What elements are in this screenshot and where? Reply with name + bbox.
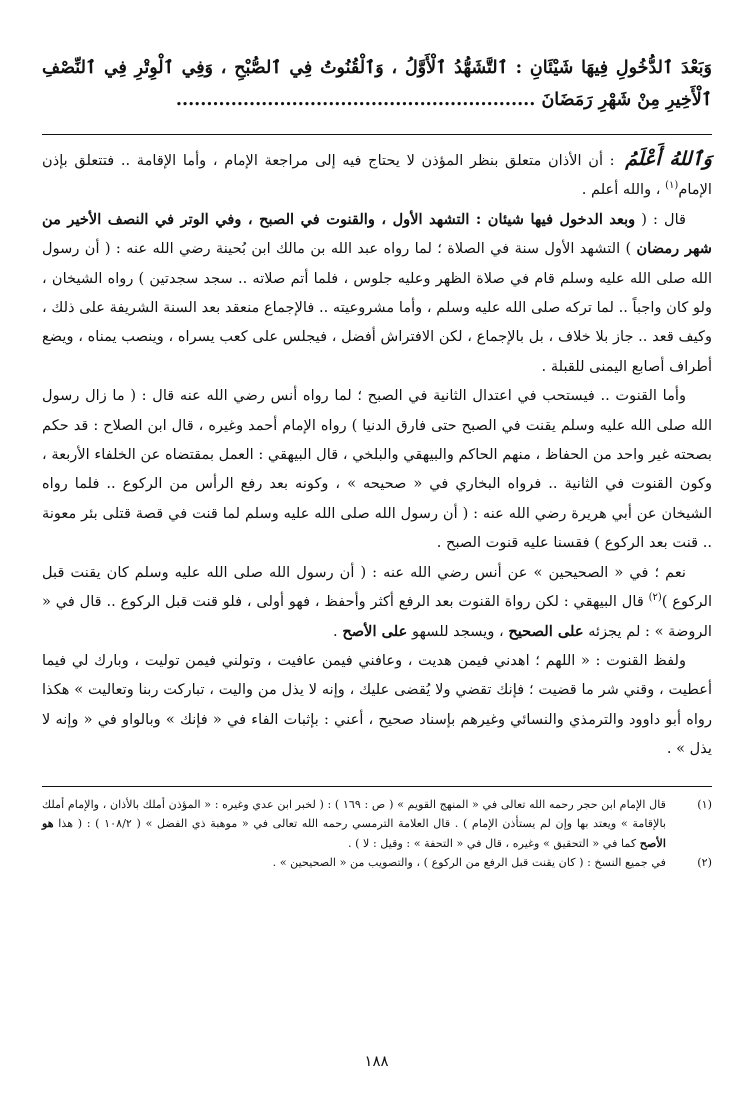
footnotes [42,795,712,873]
paragraph-text: ، والله أعلم . [581,181,661,199]
matn-dots: ........................................................... [175,90,536,110]
paragraph-text: قال : ( [641,210,687,228]
commentary-text [42,145,712,764]
footnote-ref-2: (٢) [648,592,662,604]
bold-term: على الصحيح [508,622,584,640]
footnote-text: قال الإمام ابن حجر رحمه الله تعالى في « المنهج القويم » ( ص : ١٦٩ ) : ( لخبر ابن عدي وغيره : « المؤذن أملك بالأذان ، والإمام أملك بالإقامة » ويعتد بها وإن لم يستأذن الإمام ) . قال العلامة الترمسي رحمه الله تعالى في « موهبة ذي الفضل » ( ١٠٨/٢ ) : ( هذا [42,797,666,831]
paragraph-text: . [333,622,338,640]
commentary-paragraph [42,558,712,646]
quoted-matn: وبعد الدخول فيها شيئان : التشهد الأول ، والقنوت في الصبح ، وفي الوتر في النصف الأخير من شهر رمضان [42,210,713,258]
footnote-ref-1: (١) [665,180,679,192]
commentary-paragraph: وأما القنوت .. فيستحب في اعتدال الثانية في الصبح ؛ لما رواه أنس رضي الله عنه قال : ( ما زال رسول الله صلى الله عليه وسلم يقنت في الصبح حتى فارق الدنيا ) رواه الإمام أحمد وغيره ، قال ابن الصلاح : قد حكم بصحته غير واحد من الحفاظ ، منهم الحاكم والبيهقي والبلخي ، قال البيهقي : العمل بمقتضاه عن الخلفاء الأربعة ، وكون القنوت في الثانية .. فرواه البخاري في « صحيحه » ، وكونه بعد رفع الرأس من الركوع .. فلما رواه الشيخان عن أبي هريرة رضي الله عنه : ( أن رسول الله صلى الله عليه وسلم لما قنت في قصة قتلى بئر معونة .. قنت بعد الركوع ) فقسنا عليه قنوت الصبح . [42,387,712,552]
paragraph-text: ، ويسجد للسهو [411,622,504,640]
footnote-text: كما في « التحقيق » وغيره ، قال في « التحفة » : وقيل : لا ) . [347,836,637,850]
matn-line-2: شَهْرِ رَمَضَانَ [541,90,632,110]
matn-text [42,52,712,116]
paragraph-text: قال البيهقي : لكن رواة القنوت بعد الرفع أكثر وأحفظ ، فهو أولى ، فلو قنت قبل الركوع .. قال في « الروضة » : لم يجزئه [42,593,712,640]
page-number: ١٨٨ [364,1052,389,1070]
footnote-text: في جميع النسخ : ( كان يقنت قبل الرفع من الركوع ) ، والتصويب من « الصحيحين » . [272,856,666,870]
footnote-number: (٢) [697,856,712,870]
footnote-bold: هو الأصح [42,816,666,850]
paragraph-text: ) التشهد الأول سنة في الصلاة ؛ لما رواه عبد الله بن مالك ابن بُحينة رضي الله عنه : ( أن رسول الله صلى الله عليه وسلم قام في صلاة الظهر وعليه جلوس ، فلما أتم صلاته .. سجد سجدتين ) رواه الشيخان ، ولو كان واجباً .. لما تركه صلى الله عليه وسلم ، وأما مشروعيته .. فالإجماع منعقد بعد السنة الشريفة على ذلك ، وكيف قعد .. جاز بلا خلاف ، بل بالإجماع ، لكن الافتراش أفضل ، فيجلس على كعب يسراه ، وينصب يمناه ، ويضع أطراف أصابع اليمنى للقبلة . [42,240,712,375]
paragraph-text: نعم ؛ في « الصحيحين » عن أنس رضي الله عنه : ( أن رسول الله صلى الله عليه وسلم كان يقنت قبل الركوع ) [42,563,713,611]
footnote-number: (١) [697,797,712,811]
footnote-item [42,795,712,854]
commentary-paragraph [42,145,712,205]
footnote-item [42,853,712,873]
book-page [42,52,712,873]
bold-term: على الأصح [342,622,408,640]
footnote-separator-rule [42,786,712,787]
commentary-paragraph [42,205,712,381]
matn-line-1: وَبَعْدَ ٱلدُّخُولِ فِيهَا شَيْئَانِ : ٱلتَّشَهُّدُ ٱلْأَوَّلُ ، وَٱلْقُنُوتُ فِي ٱلصُّبْحِ ، وَفِي ٱلْوِتْرِ فِي ٱلنِّصْفِ ٱلْأَخِيرِ مِنْ [42,58,712,110]
paragraph-opener: وَٱللهُ أَعْلَمُ [625,148,712,170]
matn-separator-rule [42,134,712,135]
paragraph-text: : أن الأذان متعلق بنظر المؤذن لا يحتاج فيه إلى مراجعة الإمام ، وأما الإقامة .. فتتعلق بإذن الإمام [42,152,712,199]
commentary-paragraph: ولفظ القنوت : « اللهم ؛ اهدني فيمن هديت ، وعافني فيمن عافيت ، وتولني فيمن توليت ، وبارك لي فيما أعطيت ، وقني شر ما قضيت ؛ فإنك تقضي ولا يُقضى عليك ، وإنه لا يذل من واليت ، تباركت ربنا وتعاليت » هكذا رواه أبو داوود والترمذي والنسائي وغيرهم بإسناد صحيح ، أعني : بإثبات الفاء في « فإنك » وبالواو في « وإنه لا يذل » . [42,651,712,758]
